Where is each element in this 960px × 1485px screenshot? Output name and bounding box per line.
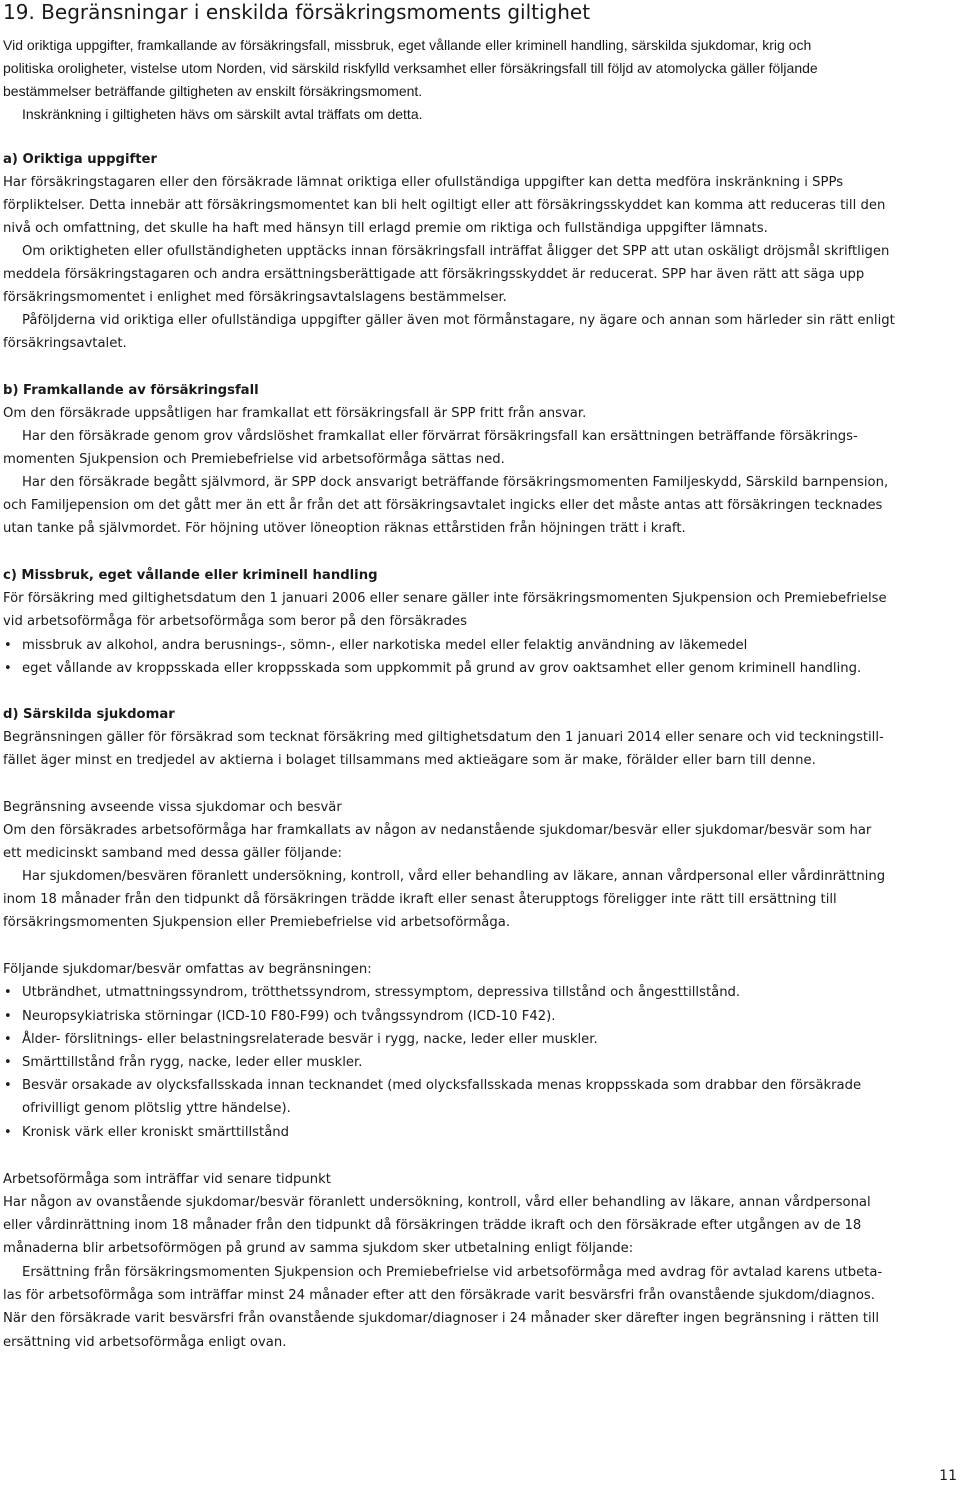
text-line: Har försäkringstagaren eller den försäkrade lämnat oriktiga eller ofullständiga uppgifter kan detta medföra inskränkning i SPPs [3,175,844,190]
text-line: fället äger minst en tredjedel av aktierna i bolaget tillsammans med aktieägare som är make, förälder eller barn till denne. [3,753,816,768]
bullet-item: Besvär orsakade av olycksfallsskada innan tecknandet (med olycksfallsskada menas kroppsskada som drabbar den försäkrade [22,1078,862,1093]
text-line: Har den försäkrade genom grov vårdslöshet framkallat eller förvärrat försäkringsfall kan ersättningen beträffande försäkrings- [22,429,858,444]
text-line: ett medicinskt samband med dessa gäller följande: [3,846,342,861]
text-line: ersättning vid arbetsoförmåga enligt ovan. [3,1335,287,1350]
bullet-item: Neuropsykiatriska störningar (ICD-10 F80-F99) och tvångssyndrom (ICD-10 F42). [22,1009,556,1024]
text-line: Påföljderna vid oriktiga eller ofullständiga uppgifter gäller även mot förmånstagare, ny ägare och annan som härleder sin rätt enligt [22,313,895,328]
text-line: Har någon av ovanstående sjukdomar/besvär föranlett undersökning, kontroll, vård eller behandling av läkare, annan vårdpersonal [3,1195,871,1210]
bullet-icon: • [4,1078,12,1093]
text-line: Följande sjukdomar/besvär omfattas av begränsningen: [3,962,372,977]
bullet-item: Smärttillstånd från rygg, nacke, leder eller muskler. [22,1055,363,1070]
bullet-icon: • [4,1032,12,1047]
text-line: ofrivilligt genom plötslig yttre händelse). [22,1101,291,1116]
bullet-item: missbruk av alkohol, andra berusnings-, sömn-, eller narkotiska medel eller felaktig användning av läkemedel [22,638,748,653]
text-line: Begränsning avseende vissa sjukdomar och besvär [3,800,342,815]
text-line: momenten Sjukpension och Premiebefrielse vid arbetsoförmåga sättas ned. [3,452,505,467]
bullet-icon: • [4,985,12,1000]
page-title: 19. Begränsningar i enskilda försäkringsmoments giltighet [3,0,591,24]
text-line: Om den försäkrades arbetsoförmåga har framkallats av någon av nedanstående sjukdomar/besvär eller sjukdomar/besvär som har [3,823,872,838]
text-line: Om oriktigheten eller ofullständigheten upptäcks innan försäkringsfall inträffat åligger det SPP att utan oskäligt dröjsmål skriftligen [22,244,890,259]
bullet-item: Kronisk värk eller kroniskt smärttillstånd [22,1125,290,1140]
text-line: utan tanke på självmordet. För höjning utöver löneoption räknas ettårstiden från höjningen trätt i kraft. [3,521,686,536]
section-heading: b) Framkallande av försäkringsfall [3,383,259,398]
text-line: förpliktelser. Detta innebär att försäkringsmomentet kan bli helt ogiltigt eller att försäkringsskyddet kan komma att reduceras till den [3,198,886,213]
text-line: Om den försäkrade uppsåtligen har framkallat ett försäkringsfall är SPP fritt från ansvar. [3,406,587,421]
text-line: vid arbetsoförmåga för arbetsoförmåga som beror på den försäkrades [3,614,468,629]
text-line: nivå och omfattning, det skulle ha haft med hänsyn till erlagd premie om riktiga och fullständiga uppgifter lämnats. [3,221,768,236]
bullet-icon: • [4,1125,12,1140]
section-heading: d) Särskilda sjukdomar [3,707,175,722]
text-line: För försäkring med giltighetsdatum den 1 januari 2006 eller senare gäller inte försäkringsmomenten Sjukpension och Premiebefrielse [3,591,887,606]
text-line: bestämmelser beträffande giltigheten av enskilt försäkringsmoment. [3,83,423,99]
text-line: Ersättning från försäkringsmomenten Sjukpension och Premiebefrielse vid arbetsoförmåga med avdrag för avtalad karens utbeta- [22,1265,883,1280]
page-number: 11 [939,1468,957,1484]
text-line: försäkringsavtalet. [3,336,127,351]
text-line: och Familjepension om det gått mer än ett år från det att försäkringsavtalet ingicks eller det måste antas att försäkringen tecknades [3,498,883,513]
section-heading: a) Oriktiga uppgifter [3,152,157,167]
bullet-icon: • [4,1009,12,1024]
bullet-icon: • [4,1055,12,1070]
text-line: Inskränkning i giltigheten hävs om särskilt avtal träffats om detta. [22,106,423,122]
text-line: försäkringsmomentet i enlighet med försäkringsavtalslagens bestämmelser. [3,290,507,305]
bullet-item: eget vållande av kroppsskada eller kroppsskada som uppkommit på grund av grov oaktsamhet eller genom kriminell handling. [22,661,862,676]
bullet-icon: • [4,661,12,676]
text-line: eller vårdinrättning inom 18 månader från den tidpunkt då försäkringen trädde ikraft och den försäkrade efter utgången av de 18 [3,1218,862,1233]
text-line: Arbetsoförmåga som inträffar vid senare tidpunkt [3,1172,331,1187]
text-line: meddela försäkringstagaren och andra ersättningsberättigade att försäkringsskyddet är reducerat. SPP har även rätt att säga upp [3,267,865,282]
text-line: Har sjukdomen/besvären föranlett undersökning, kontroll, vård eller behandling av läkare, annan vårdpersonal eller vårdinrättning [22,869,886,884]
text-line: När den försäkrade varit besvärsfri från ovanstående sjukdomar/diagnoser i 24 månader sker därefter ingen begränsning i rätten till [3,1311,880,1326]
text-line: Har den försäkrade begått självmord, är SPP dock ansvarigt beträffande försäkringsmomenten Familjeskydd, Särskild barnpension, [22,475,889,490]
text-line: Vid oriktiga uppgifter, framkallande av försäkringsfall, missbruk, eget vållande eller kriminell handling, särskilda sjukdomar, krig och [3,37,812,53]
text-line: las för arbetsoförmåga som inträffar minst 24 månader efter att den försäkrade varit besvärsfri från ovanstående sjukdom/diagnos. [3,1288,875,1303]
text-line: månaderna blir arbetsoförmögen på grund av samma sjukdom sker utbetalning enligt följande: [3,1241,634,1256]
section-heading: c) Missbruk, eget vållande eller kriminell handling [3,568,378,583]
text-line: försäkringsmomenten Sjukpension eller Premiebefrielse vid arbetsoförmåga. [3,915,511,930]
text-line: inom 18 månader från den tidpunkt då försäkringen trädde ikraft eller senast återupptogs föreligger inte rätt till ersättning till [3,892,837,907]
text-line: Begränsningen gäller för försäkrad som tecknat försäkring med giltighetsdatum den 1 januari 2014 eller senare och vid teckningstill- [3,730,884,745]
bullet-icon: • [4,638,12,653]
bullet-item: Ålder- förslitnings- eller belastningsrelaterade besvär i rygg, nacke, leder eller muskler. [22,1032,598,1047]
text-line: politiska oroligheter, vistelse utom Norden, vid särskild riskfylld verksamhet eller försäkringsfall till följd av atomolycka gäller följande [3,60,818,76]
bullet-item: Utbrändhet, utmattningssyndrom, trötthetssyndrom, stressymptom, depressiva tillstånd och ångesttillstånd. [22,985,741,1000]
